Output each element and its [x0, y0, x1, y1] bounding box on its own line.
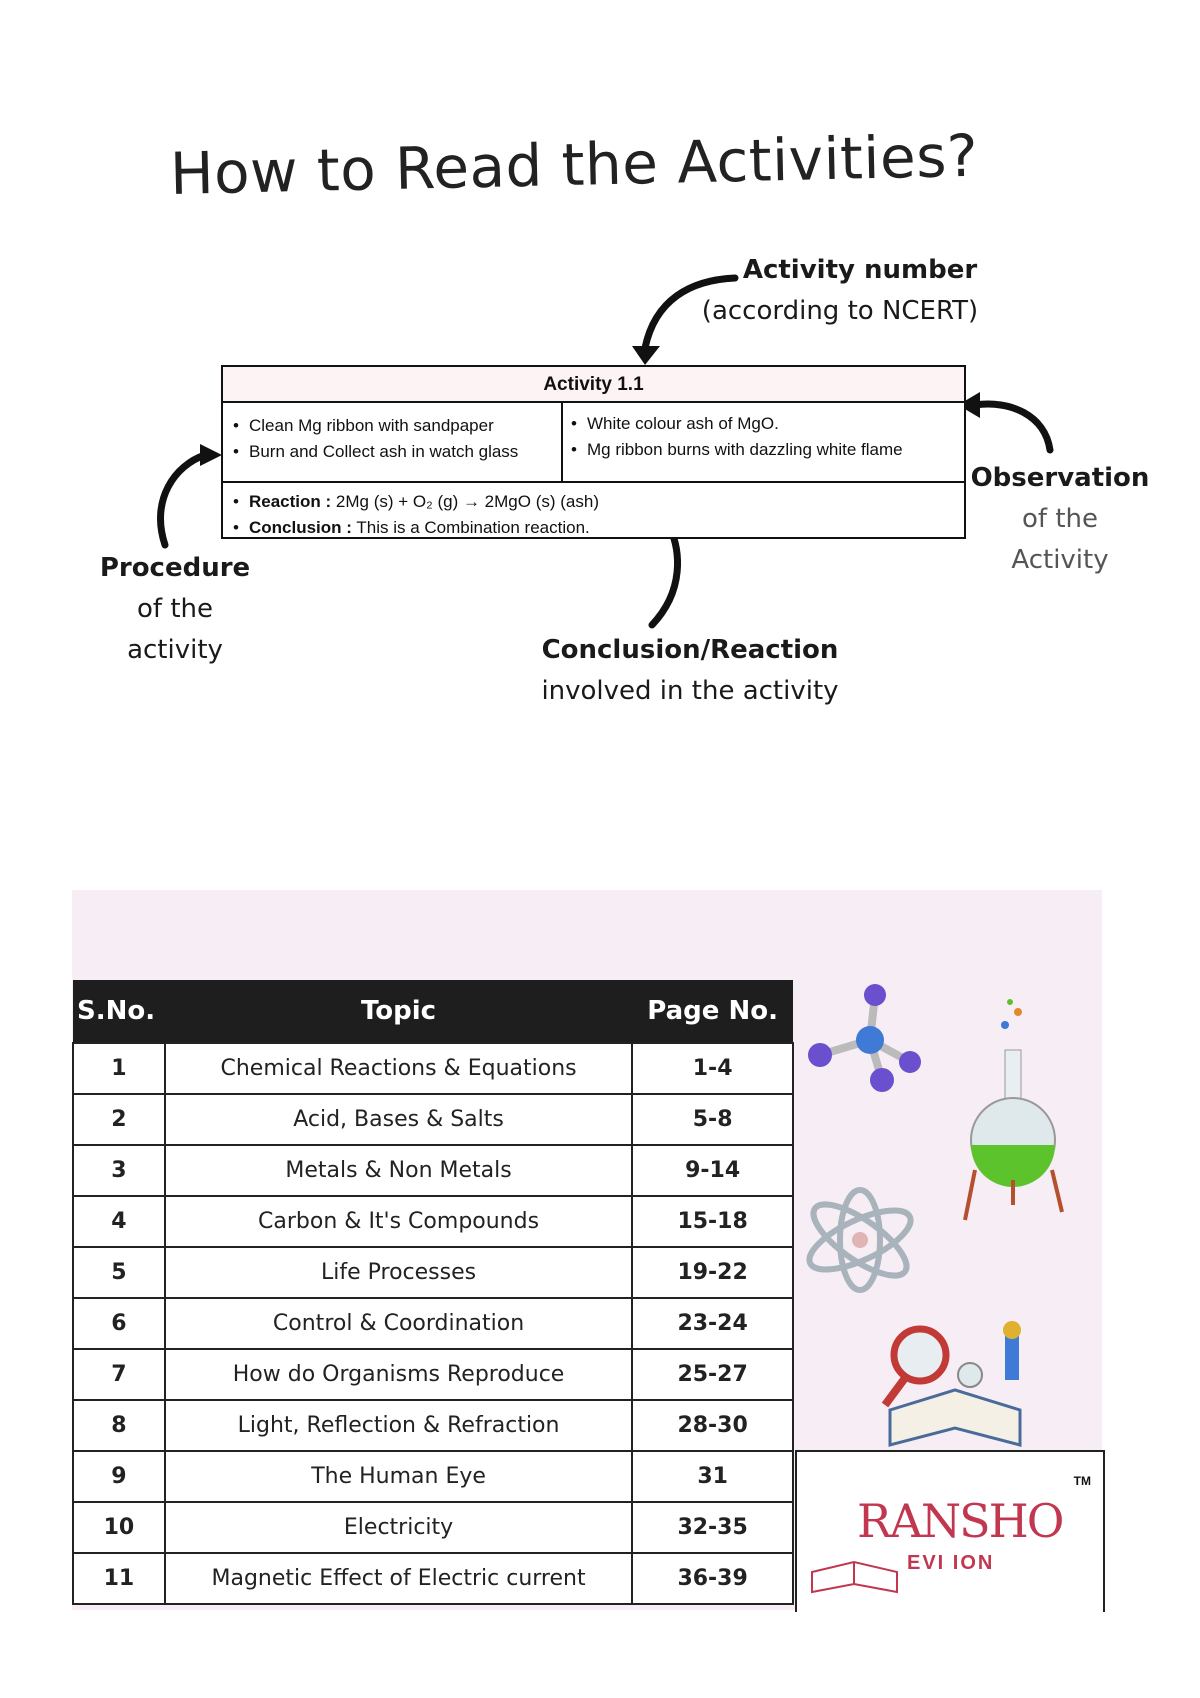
- cell-sno: 7: [73, 1349, 165, 1400]
- cell-page-no: 25-27: [632, 1349, 793, 1400]
- table-header-row: [73, 980, 793, 1043]
- observation-cell: [563, 403, 964, 483]
- cell-sno: 10: [73, 1502, 165, 1553]
- cell-sno: 5: [73, 1247, 165, 1298]
- table-row: [73, 1451, 793, 1502]
- book-icon: [885, 1321, 1021, 1445]
- callout-procedure: [90, 548, 260, 671]
- table-row: [73, 1400, 793, 1451]
- header-sno: S.No.: [73, 980, 165, 1043]
- flask-icon: [965, 999, 1062, 1220]
- table-row: [73, 1247, 793, 1298]
- cell-page-no: 23-24: [632, 1298, 793, 1349]
- cell-sno: 1: [73, 1043, 165, 1094]
- table-row: [73, 1349, 793, 1400]
- cell-sno: 8: [73, 1400, 165, 1451]
- callout-activity-number-note: (according to NCERT): [701, 296, 979, 326]
- observation-item: • Mg ribbon burns with dazzling white flame: [571, 440, 903, 459]
- cell-topic: Light, Reflection & Refraction: [165, 1400, 632, 1451]
- table-row: [73, 1094, 793, 1145]
- callout-conclusion: [520, 630, 860, 712]
- callout-procedure-text: of the: [137, 594, 213, 624]
- reaction-line: • Reaction : 2Mg (s) + O₂ (g) → 2MgO (s) (ash): [233, 492, 599, 511]
- callout-procedure-text: activity: [127, 635, 223, 665]
- callout-procedure-title: Procedure: [99, 553, 251, 583]
- procedure-cell: [223, 403, 563, 483]
- observation-item: • White colour ash of MgO.: [571, 414, 779, 433]
- table-row: [73, 1196, 793, 1247]
- contents-table: [72, 980, 794, 1605]
- activity-sample-box: [221, 365, 966, 539]
- conclusion-line: • Conclusion : This is a Combination reaction.: [233, 518, 590, 537]
- callout-conclusion-note: involved in the activity: [541, 676, 839, 706]
- cell-page-no: 1-4: [632, 1043, 793, 1094]
- arrow-procedure: [161, 455, 205, 545]
- callout-observation-text: Activity: [1011, 545, 1109, 575]
- cell-topic: Magnetic Effect of Electric current: [165, 1553, 632, 1604]
- result-cell: [223, 483, 964, 538]
- page-title: How to Read the Activities?: [169, 121, 979, 208]
- arrowhead-activity-number: [632, 346, 660, 365]
- cell-topic: Metals & Non Metals: [165, 1145, 632, 1196]
- header-page-no: Page No.: [632, 980, 793, 1043]
- callout-observation-title: Observation: [970, 463, 1150, 493]
- table-row: [73, 1043, 793, 1094]
- header-topic: Topic: [165, 980, 632, 1043]
- procedure-step: • Burn and Collect ash in watch glass: [233, 442, 519, 461]
- cell-page-no: 28-30: [632, 1400, 793, 1451]
- activity-header: Activity 1.1: [223, 367, 964, 403]
- brand-logo-sub: EVI ION: [907, 1552, 995, 1574]
- cell-topic: Electricity: [165, 1502, 632, 1553]
- cell-sno: 9: [73, 1451, 165, 1502]
- cell-sno: 3: [73, 1145, 165, 1196]
- book-logo-icon: [807, 1552, 902, 1597]
- molecule-icon: [808, 984, 921, 1092]
- table-row: [73, 1553, 793, 1604]
- callout-activity-number-title: Activity number: [742, 255, 978, 285]
- arrow-observation: [975, 404, 1050, 450]
- arrowhead-procedure: [200, 444, 222, 466]
- cell-sno: 2: [73, 1094, 165, 1145]
- brand-logo-box: [795, 1450, 1105, 1612]
- science-illustrations: [800, 980, 1100, 1450]
- callout-conclusion-title: Conclusion/Reaction: [541, 635, 839, 665]
- cell-topic: Control & Coordination: [165, 1298, 632, 1349]
- cell-page-no: 9-14: [632, 1145, 793, 1196]
- arrow-conclusion: [652, 528, 678, 625]
- callout-observation-text: of the: [1022, 504, 1098, 534]
- procedure-step: • Clean Mg ribbon with sandpaper: [233, 416, 494, 435]
- table-row: [73, 1502, 793, 1553]
- callout-observation: [970, 458, 1150, 581]
- cell-sno: 6: [73, 1298, 165, 1349]
- callout-activity-number: [690, 250, 1030, 332]
- cell-topic: Chemical Reactions & Equations: [165, 1043, 632, 1094]
- atom-icon: [802, 1190, 919, 1290]
- cell-topic: Life Processes: [165, 1247, 632, 1298]
- cell-topic: The Human Eye: [165, 1451, 632, 1502]
- table-row: [73, 1145, 793, 1196]
- cell-topic: Carbon & It's Compounds: [165, 1196, 632, 1247]
- cell-page-no: 31: [632, 1451, 793, 1502]
- cell-page-no: 36-39: [632, 1553, 793, 1604]
- cell-page-no: 5-8: [632, 1094, 793, 1145]
- cell-topic: Acid, Bases & Salts: [165, 1094, 632, 1145]
- brand-logo-main: RANSHO: [857, 1494, 1063, 1548]
- trademark-symbol: TM: [1073, 1474, 1091, 1488]
- cell-page-no: 15-18: [632, 1196, 793, 1247]
- cell-sno: 4: [73, 1196, 165, 1247]
- cell-page-no: 32-35: [632, 1502, 793, 1553]
- table-row: [73, 1298, 793, 1349]
- cell-sno: 11: [73, 1553, 165, 1604]
- cell-topic: How do Organisms Reproduce: [165, 1349, 632, 1400]
- cell-page-no: 19-22: [632, 1247, 793, 1298]
